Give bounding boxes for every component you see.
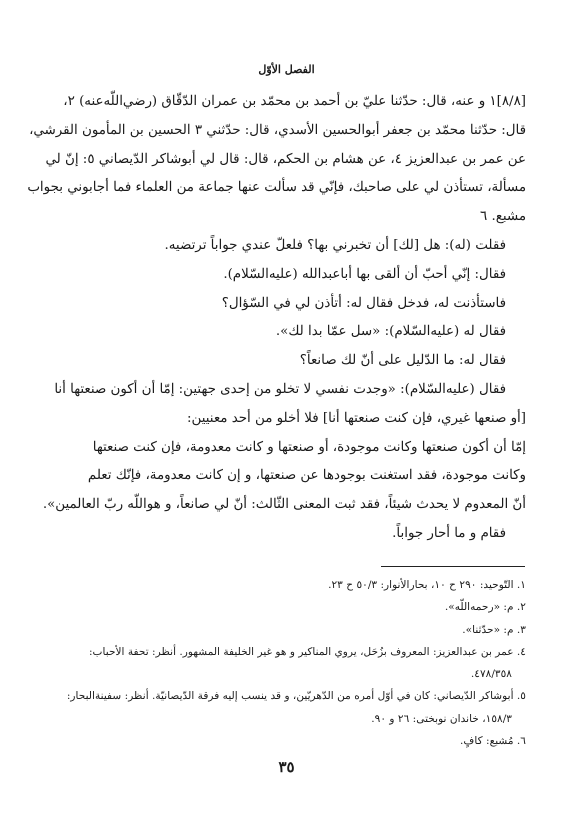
text-line: [٨/٨]١ و عنه، قال: حدّثنا عليّ بن أحمد بن محمّد بن عمران الدّقّاق (رضي‌اللّه‌عنه) ٢، (63, 94, 526, 109)
footnote: ٤٧٨/٣٥٨. (470, 668, 512, 681)
footnote: ١٥٨/٣، خاندان نوبختی: ٢٦ و ٩٠. (371, 712, 512, 725)
text-line: فقال (عليه‌السّلام): «وجدت نفسي لا تخلو من إحدى جهتين: إمّا أن أكون صنعتها أنا (54, 381, 506, 397)
footnote: ٣. م: «حدّثنا». (462, 623, 526, 636)
text-line: عن عمر بن عبدالعزيز ٤، عن هشام بن الحكم، قال: قال لي أبوشاكر الدّيصاني ٥: إنّ لي (45, 151, 526, 167)
text-line: إمّا أن أكون صنعتها وكانت موجودة، أو صنعتها و كانت معدومة، فإن كنت صنعتها (92, 439, 526, 455)
footnote: ١. التّوحيد: ٢٩٠ ح ١٠، بحارالأنوار: ٥٠/٣ ح ٢٣. (328, 579, 526, 591)
footnote-divider (381, 566, 525, 567)
text-line: فقال له (عليه‌السّلام): «سل عمّا بدا لك». (275, 324, 506, 340)
text-line: وكانت موجودة، فقد استغنت بوجودها عن صنعتها، و إن كانت معدومة، فإنّك تعلم (87, 468, 526, 484)
footnotes (58, 574, 526, 752)
footnote: ٦. مُشبع: كافٍ. (460, 735, 526, 748)
footnote: ٢. م: «رحمه‌اللّه». (444, 601, 526, 614)
chapter-header: الفصل الأوّل (258, 63, 315, 76)
text-line: [أو صنعها غيري، فإن كنت صنعتها أنا] فلا أخلو من أحد معنيين: (187, 410, 526, 426)
text-line: فقال: إنّي أحبّ أن ألقى بها أباعبدالله (عليه‌السّلام). (223, 266, 506, 282)
text-line: فقال له: ما الدّليل على أنّ لك صانعاً؟ (299, 353, 506, 369)
text-line: فقلت (له): هل [لك] أن تخبرني بها؟ فلعلّ عندي جواباً ترتضيه. (164, 237, 506, 253)
text-line: فاستأذنت له، فدخل فقال له: أتأذن لي في السّؤال؟ (221, 295, 506, 311)
main-text (27, 88, 526, 549)
text-line: مسألة، تستأذن لي على صاحبك، فإنّي قد سألت عنها جماعة من العلماء فما أجابوني بجواب (27, 180, 526, 196)
text-line: مشبع. ٦ (479, 209, 526, 225)
footnote: ٥. أبوشاكر الدّيصاني: كان في أوّل أمره من الدّهريّين، و قد ينسب إليه فرقة الدّيصانيّة. أنظر: سفينةالبحار: (66, 690, 526, 703)
page-number: ٣٥ (278, 758, 295, 776)
footnote: ٤. عمر بن عبدالعزيز: المعروف بزُحَل، يروي المناكير و هو غير الخليفة المشهور. أنظر: تحفة الأحباب: (88, 645, 526, 658)
text-line: أنّ المعدوم لا يحدث شيئاً، فقد ثبت المعنى الثّالث: أنّ لي صانعاً، و هواللّه ربّ العالمين». (42, 497, 526, 513)
text-line: قال: حدّثنا محمّد بن جعفر أبوالحسين الأسدي، قال: حدّثني ٣ الحسين بن المأمون القرشي، (29, 122, 526, 138)
text-line: فقام و ما أحار جواباً. (392, 525, 506, 541)
